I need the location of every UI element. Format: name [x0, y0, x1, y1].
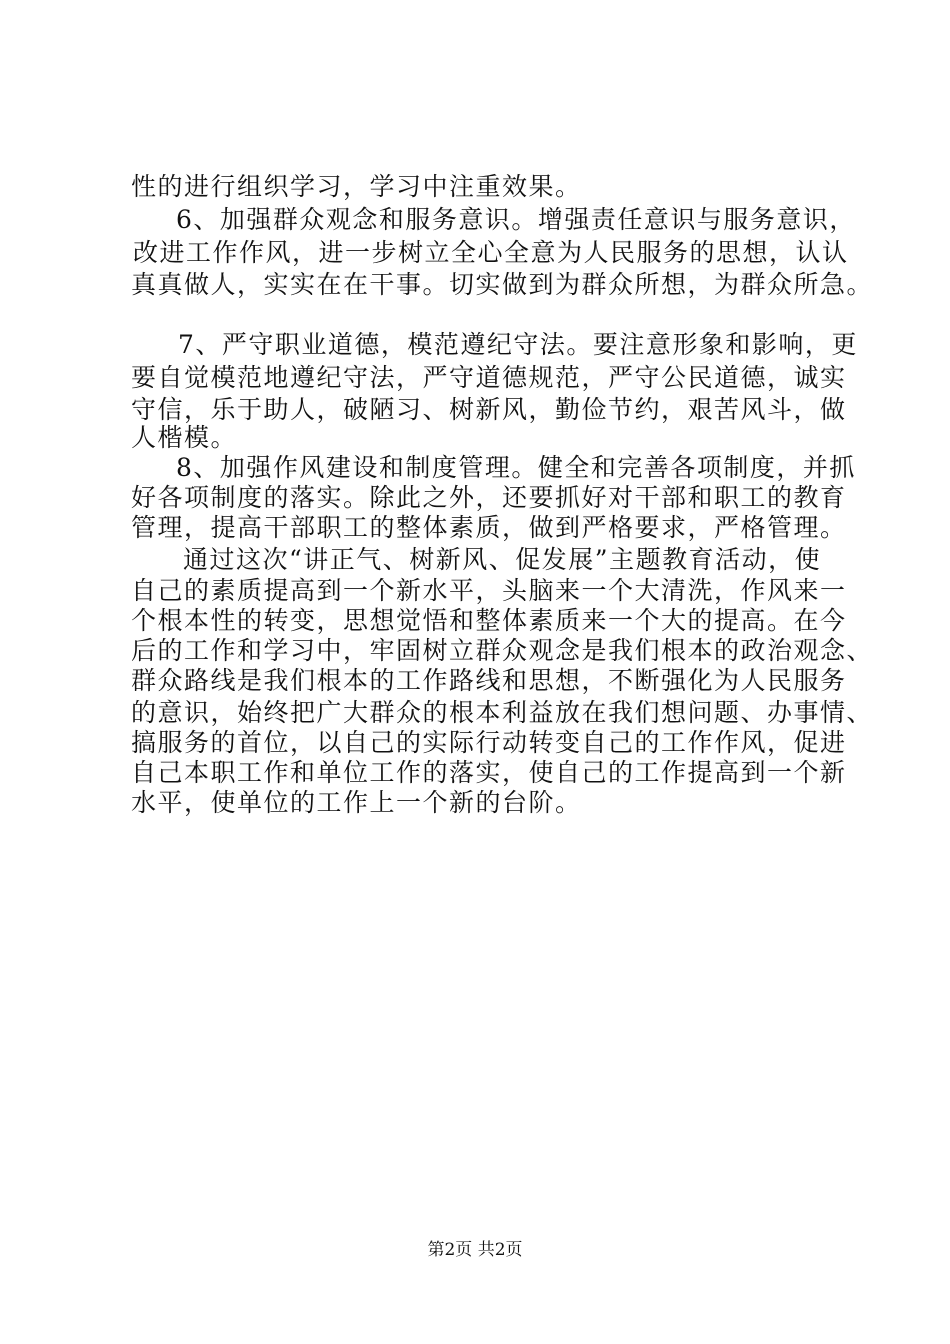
- text-line: 真真做人，实实在在干事。切实做到为群众所想，为群众所急。: [131, 270, 874, 299]
- text-line: 好各项制度的落实。除此之外，还要抓好对干部和职工的教育: [131, 483, 847, 512]
- text-line: 个根本性的转变，思想觉悟和整体素质来一个大的提高。在今: [131, 606, 847, 635]
- text-line: 改进工作作风，进一步树立全心全意为人民服务的思想，认认: [133, 238, 849, 267]
- text-line: 后的工作和学习中，牢固树立群众观念是我们根本的政治观念、: [131, 636, 874, 665]
- page-footer: [0, 1240, 950, 1260]
- text-line: 要自觉模范地遵纪守法，严守道德规范，严守公民道德，诚实: [131, 363, 847, 392]
- text-line: 的意识，始终把广大群众的根本利益放在我们想问题、办事情、: [131, 698, 874, 727]
- text-line: 群众路线是我们根本的工作路线和思想，不断强化为人民服务: [131, 666, 847, 695]
- text-line: 7、严守职业道德，模范遵纪守法。要注意形象和影响，更: [178, 330, 858, 359]
- text-line: 管理，提高干部职工的整体素质，做到严格要求，严格管理。: [131, 513, 847, 542]
- text-line: 性的进行组织学习，学习中注重效果。: [131, 172, 582, 201]
- page-number-label: 第2页 共2页: [427, 1240, 523, 1260]
- text-line: 6、加强群众观念和服务意识。增强责任意识与服务意识，: [176, 205, 856, 234]
- text-line: 水平，使单位的工作上一个新的台阶。: [131, 788, 582, 817]
- text-line: 守信，乐于助人，破陋习、树新风，勤俭节约，艰苦风斗，做: [131, 395, 847, 424]
- text-line: 8、加强作风建设和制度管理。健全和完善各项制度，并抓: [176, 453, 856, 482]
- text-line: 自己的素质提高到一个新水平，头脑来一个大清洗，作风来一: [131, 576, 847, 605]
- text-line: 搞服务的首位，以自己的实际行动转变自己的工作作风，促进: [131, 728, 847, 757]
- text-line: 通过这次“讲正气、树新风、促发展”主题教育活动，使: [183, 545, 822, 574]
- text-line: 人楷模。: [131, 423, 238, 452]
- text-line: 自己本职工作和单位工作的落实，使自己的工作提高到一个新: [131, 758, 847, 787]
